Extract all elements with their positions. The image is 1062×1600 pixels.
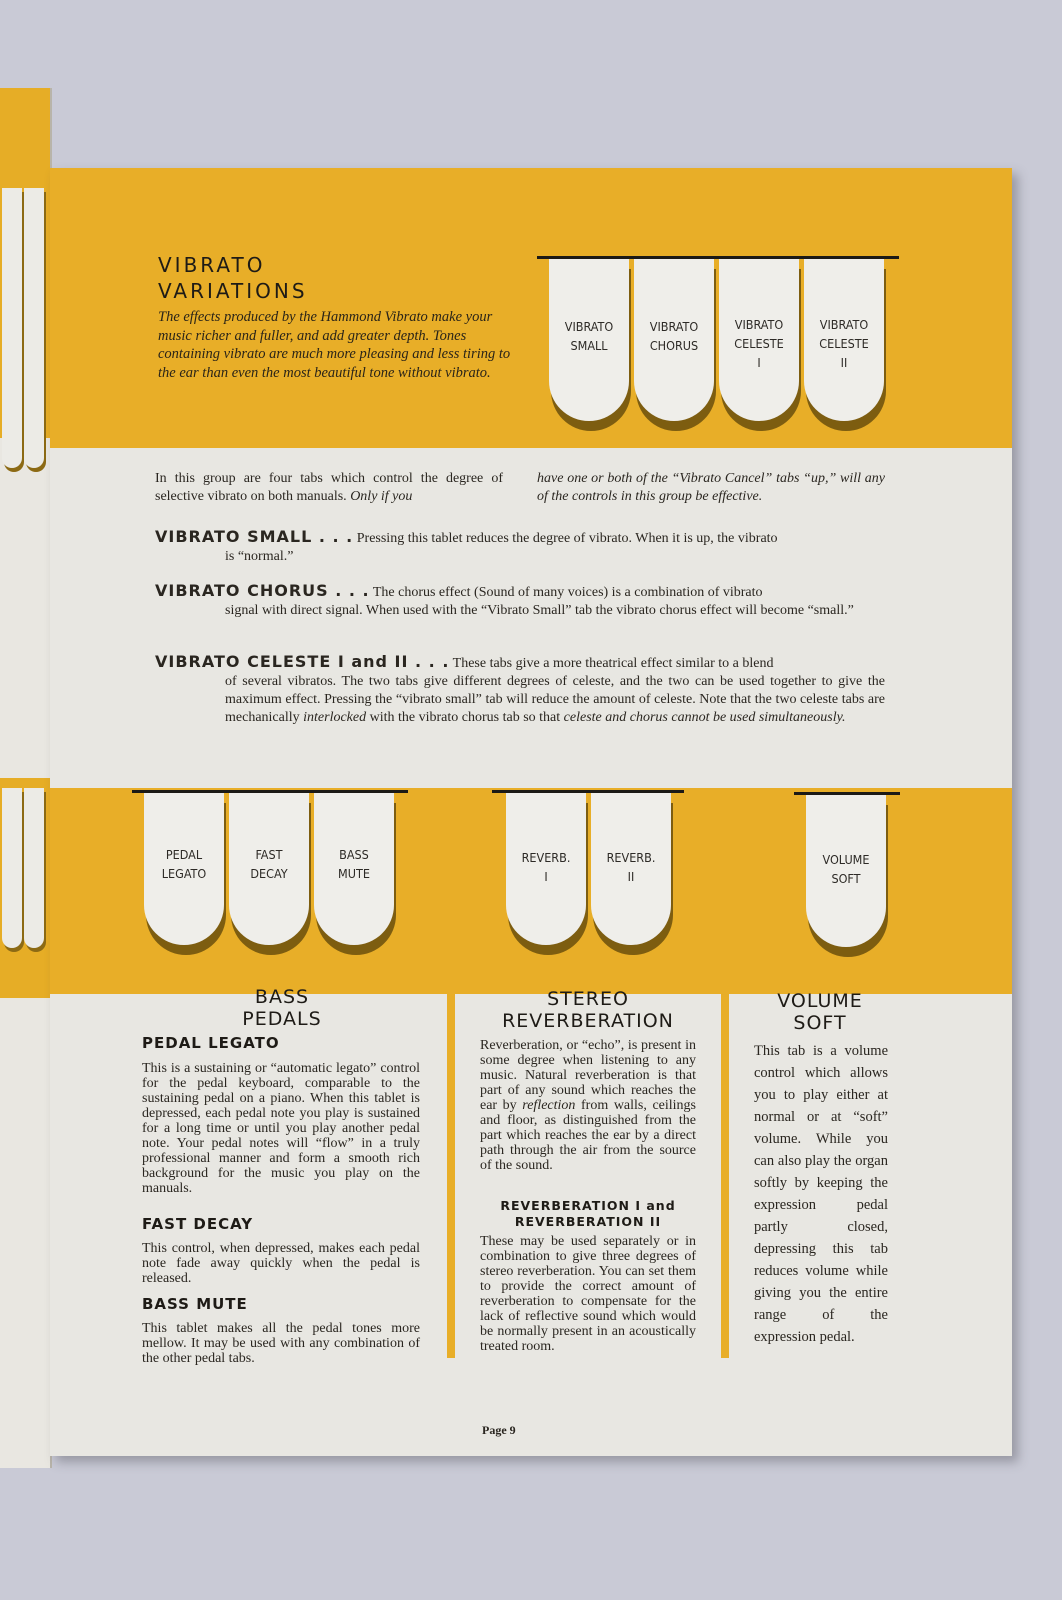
bass-mute-tab[interactable] [314, 793, 394, 945]
tab-label: BASS [339, 847, 369, 862]
vibrato-celeste-1-tab[interactable] [719, 259, 799, 421]
tab-label: VIBRATO [734, 317, 784, 332]
column-divider [721, 788, 729, 1358]
entry-text-part: with the vibrato chorus tab so that [366, 710, 564, 725]
fast-decay-tab[interactable] [229, 793, 309, 945]
bass-mute-heading: BASS MUTE [142, 1295, 248, 1313]
intro-text-italic: Only if you [350, 489, 413, 504]
tab-label: I [544, 869, 548, 884]
vibrato-small-entry [155, 528, 885, 566]
tab-label: LEGATO [161, 866, 207, 881]
page-number: Page 9 [482, 1423, 516, 1437]
pedal-legato-tab[interactable] [144, 793, 224, 945]
vibrato-celeste-2-tab[interactable] [804, 259, 884, 421]
reverb-sub-text: These may be used separately or in combination to give three degrees of stereo reverberation. You can set them to provide the correct amount of reverberation to compensate for the lack of reflective sound which would be normally present in an acoustically treated room. [480, 1234, 696, 1354]
vibrato-title-line: VIBRATO [158, 253, 266, 277]
vibrato-group-intro [155, 470, 885, 506]
tab-label: CELESTE [819, 336, 869, 351]
facing-page-tab [24, 788, 44, 948]
entry-text-part: of several vibratos. The two tabs give different degrees of celeste, and the two can be used together to give the maximum effect. Pressing the “vibrato small” tab will reduce the amount of celeste. Note that the two celeste tabs are mechanically [225, 674, 885, 725]
vibrato-small-tab[interactable] [549, 259, 629, 421]
entry-text [155, 673, 885, 727]
volume-soft-title [742, 990, 898, 1034]
vibrato-chorus-entry [155, 582, 885, 620]
column-title-line: BASS [254, 986, 310, 1008]
manual-page [50, 168, 1012, 1456]
column-divider [447, 788, 455, 1358]
bass-mute-text: This tablet makes all the pedal tones more mellow. It may be used with any combination of the other pedal tabs. [142, 1321, 420, 1366]
entry-text: The chorus effect (Sound of many voices) is a combination of vibrato [369, 585, 763, 600]
column-title-line: SOFT [793, 1012, 847, 1034]
tab-label: FAST [255, 847, 283, 862]
facing-page-edge [0, 88, 52, 1468]
entry-text-italic: interlocked [303, 710, 367, 725]
vibrato-chorus-tab[interactable] [634, 259, 714, 421]
intro-text: In this group are four tabs which control the degree of selective vibrato on both manuals. [155, 471, 503, 504]
facing-page-tab [2, 788, 22, 948]
tab-label: REVERB. [606, 850, 656, 865]
volume-soft-tab[interactable] [806, 795, 886, 947]
entry-text-italic: celeste and chorus cannot be used simultaneously. [563, 710, 846, 725]
fast-decay-heading: FAST DECAY [142, 1215, 254, 1233]
entry-heading: VIBRATO SMALL . . . [155, 527, 354, 546]
vibrato-intro: The effects produced by the Hammond Vibrato make your music richer and fuller, and add greater depth. Tones containing vibrato are much more pleasing and less tiring to the ear than even the most beautiful tone without vibrato. [158, 309, 511, 381]
tab-label: VIBRATO [564, 319, 614, 334]
tab-label: VIBRATO [649, 319, 699, 334]
column-title-line: REVERBERATION [502, 1010, 674, 1032]
entry-text: These tabs give a more theatrical effect similar to a blend [449, 656, 774, 671]
tab-label: DECAY [250, 866, 288, 881]
pedal-legato-heading: PEDAL LEGATO [142, 1034, 280, 1052]
vibrato-celeste-entry [155, 653, 885, 727]
tab-label: CHORUS [649, 338, 699, 353]
volume-soft-text: This tab is a volume control which allows you to play either at normal or at “soft” volume. While you can also play the organ softly by keeping the expression pedal partly closed, depressing this tab reduces volume while giving you the entire range of the expression pedal. [754, 1043, 888, 1345]
reverb-text-part: Reverberation, or “echo”, is present in some degree when listening to any music. Natural reverberation is that part of any sound which reaches the ear by [480, 1038, 696, 1113]
sub-heading-line: REVERBERATION I and [500, 1198, 676, 1213]
tab-label: VOLUME [822, 852, 870, 867]
entry-heading: VIBRATO CHORUS . . . [155, 581, 370, 600]
facing-page-tab [2, 188, 22, 468]
reverb-1-tab[interactable] [506, 793, 586, 945]
entry-heading: VIBRATO CELESTE I and II . . . [155, 652, 450, 671]
reverb-text [480, 1038, 696, 1173]
fast-decay-text: This control, when depressed, makes each pedal note fade away quickly when the pedal is released. [142, 1241, 420, 1286]
entry-text: is “normal.” [225, 549, 294, 564]
entry-text: signal with direct signal. When used with the “Vibrato Small” tab the vibrato chorus effect will become “small.” [225, 603, 854, 618]
entry-text: Pressing this tablet reduces the degree of vibrato. When it is up, the vibrato [353, 531, 778, 546]
column-title-line: VOLUME [777, 990, 863, 1012]
tab-label: VIBRATO [819, 317, 869, 332]
tab-label: II [840, 355, 848, 370]
pedal-legato-text: This is a sustaining or “automatic legato” control for the pedal keyboard, comparable to the sustaining pedal on a piano. When this tablet is depressed, each pedal note you play is sustained for a long time or until you play another pedal note. Your pedal notes will “flow” in a truly professional manner and form a smooth rich background for the music you play on the manuals. [142, 1061, 420, 1196]
column-title-line: PEDALS [242, 1008, 322, 1030]
facing-page-tab [24, 188, 44, 468]
vibrato-title [158, 252, 308, 304]
stereo-reverb-title [470, 988, 706, 1032]
column-title-line: STEREO [547, 988, 629, 1010]
tab-label: SMALL [570, 338, 608, 353]
tab-label: SOFT [831, 871, 861, 886]
bass-pedals-title [142, 986, 422, 1030]
reverb-sub-heading [480, 1198, 696, 1230]
vibrato-title-line: VARIATIONS [158, 279, 308, 303]
reverb-text-part: from walls, ceilings and floor, as distinguished from the part which reaches the ear by a direct path through the air from the source of the sound. [480, 1098, 697, 1173]
reverb-text-italic: reflection [522, 1098, 576, 1113]
intro-column-right: have one or both of the “Vibrato Cancel” tabs “up,” will any of the controls in this group be effective. [537, 471, 885, 504]
tab-label: PEDAL [165, 847, 203, 862]
tab-label: CELESTE [734, 336, 784, 351]
intro-column-left [155, 470, 503, 506]
tab-label: II [627, 869, 635, 884]
tab-label: MUTE [338, 866, 370, 881]
tab-label: I [757, 355, 761, 370]
sub-heading-line: REVERBERATION II [514, 1214, 662, 1229]
tab-label: REVERB. [521, 850, 571, 865]
reverb-2-tab[interactable] [591, 793, 671, 945]
